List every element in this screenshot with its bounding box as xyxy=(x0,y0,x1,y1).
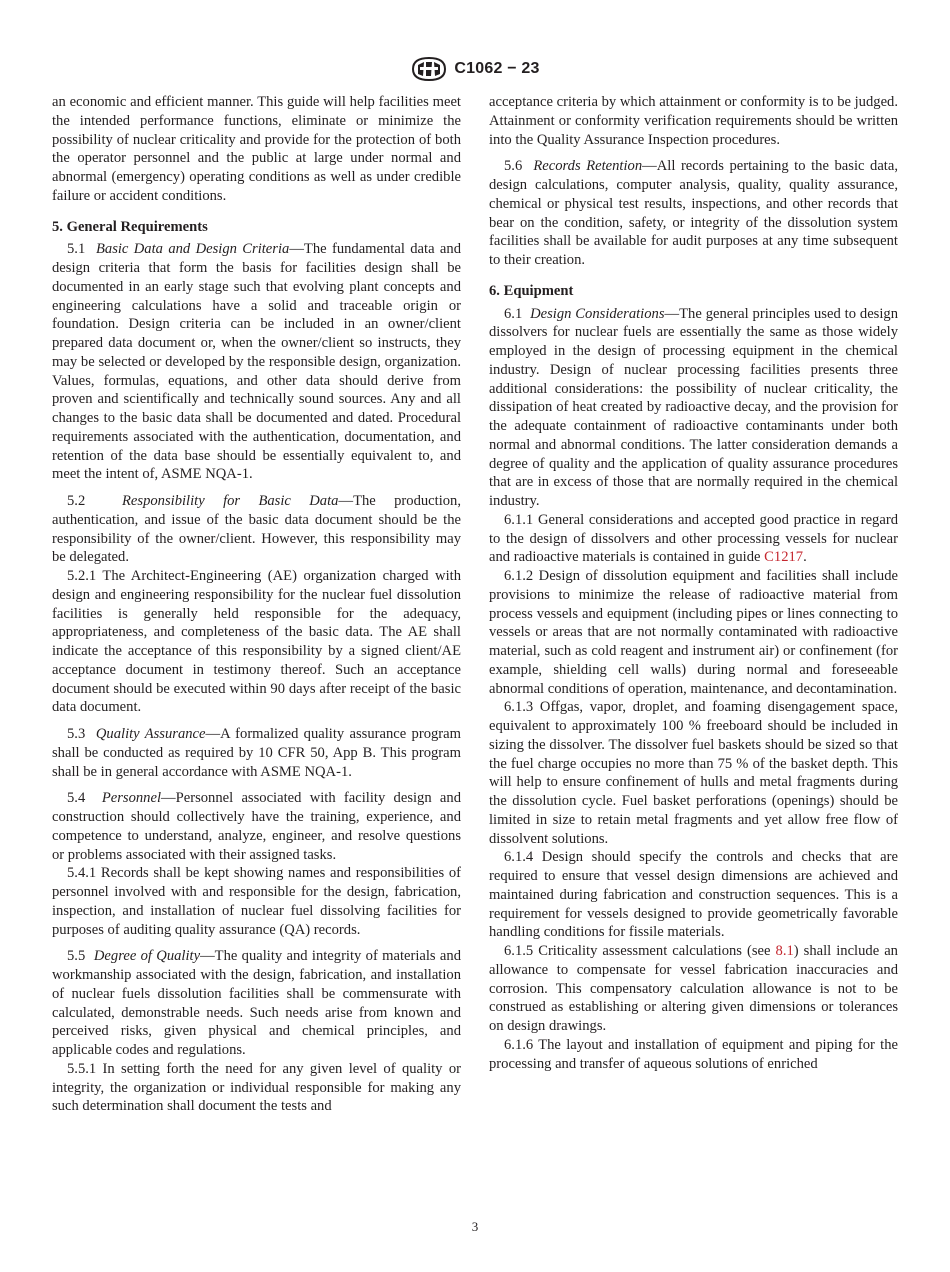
paragraph-5-2: 5.2 Responsibility for Basic Data—The production, authentication, and issue of the basic data document should be the responsibility of the owner/client. However, this responsibility may be delegated. xyxy=(52,493,462,566)
paragraph-5-4: 5.4 Personnel—Personnel associated with facility design and construction should collectively have the training, experience, and competence to understand, analyze, engineer, and resolve questions or problems associated with their assigned tasks. xyxy=(52,790,462,863)
paragraph-5-4-1: 5.4.1 Records shall be kept showing names and responsibilities of personnel involved with and responsible for the design, fabrication, inspection, and installation of nuclear fuel dissolving facilities for purposes of auditing quality assurance (QA) records. xyxy=(52,865,461,938)
paragraph-5-6: 5.6 Records Retention—All records pertaining to the basic data, design calculations, computer analysis, quality, quality assurance, chemical or physical test results, inspections, and other records that bear on the condition, safety, or integrity of the dissolution system facilities shall be available for audit purposes at any time subsequent to their creation. xyxy=(489,158,898,268)
paragraph-title: Degree of Quality xyxy=(93,948,201,965)
paragraph-6-1: 6.1 Design Considerations—The general principles used to design dissolvers for nuclear fuels are essentially the same as those widely employed in the design of processing equipment in the chemical industry. Design of nuclear processing facilities presents three additional considerations: the possibility of nuclear criticality, the dissipation of heat created by radioactive decay, and the provision for the adequate containment of radioactive contaminants under both normal and abnormal conditions. The latter consideration demands a degree of quality and the application of quality assurance procedures that are in excess of those that are normally required in the chemical industry. xyxy=(489,305,899,509)
paragraph-6-1-6: 6.1.6 The layout and installation of equipment and piping for the processing and transfer of aqueous solutions of enriched xyxy=(489,1036,898,1072)
paragraph-6-1-2: 6.1.2 Design of dissolution equipment and facilities shall include provisions to minimize the release of radioactive material from process vessels and equipment (including pipes or lines connecting to vessels or areas that are not normally contaminated with radioactive material, such as cold reagent and instrument air) or confinement (for example, shielding cell walls) during normal and foreseeable abnormal conditions of operation, maintenance, and decontamination. xyxy=(489,568,898,697)
astm-logo-icon xyxy=(410,56,448,82)
right-column xyxy=(489,93,898,1073)
paragraph-title: Personnel xyxy=(101,790,162,807)
paragraph-title: Design Considerations xyxy=(530,305,665,322)
left-column xyxy=(52,93,461,1116)
paragraph-5-2-1: 5.2.1 The Architect-Engineering (AE) organization charged with design and engineering responsibility for the nuclear fuel dissolution facilities is generally held responsible for the adequacy, appropriateness, and completeness of the basic data. The AE shall indicate the acceptance of this responsibility by a signed client/AE acceptance document in testimony thereof. Such an acceptance document should be executed within 90 days after receipt of the basic data document. xyxy=(52,568,461,716)
paragraph-6-1-1: 6.1.1 General considerations and accepted good practice in regard to the design of dissolvers and other processing vessels for nuclear and radioactive materials is contained in guide C1217. xyxy=(489,511,898,566)
paragraph-title: Basic Data and Design Criteria xyxy=(95,241,290,258)
section-heading-5: 5. General Requirements xyxy=(52,218,208,235)
paragraph-title: Records Retention xyxy=(533,158,643,175)
paragraph-5-1: 5.1 Basic Data and Design Criteria—The fundamental data and design criteria that form the basis for facilities design shall be documented in an early stage such that evolving plant concepts and engineering calculations have a solid and traceable origin or foundation. Design criteria can be included in an owner/client prepared data document or, when the owner/client so instructs, they may be selected or developed by the responsible design, organization. Values, formulas, equations, and other data should derive from proven and scientifically and technically sound sources. Any and all changes to the basic data shall be documented and dated. Procedural requirements associated with the authentication, documentation, and retention of the data base should be essentially equivalent to, and meet the intent of, ASME NQA-1. xyxy=(52,241,461,483)
paragraph-6-1-4: 6.1.4 Design should specify the controls and checks that are required to ensure that vessel design dimensions are achieved and maintained during fabrication and construction sequences. This is a requirement for vessels designed to provide geometrically favorable handling conditions for fissile materials. xyxy=(489,849,898,941)
paragraph-5-3: 5.3 Quality Assurance—A formalized quality assurance program shall be conducted as required by 10 CFR 50, App B. This program shall be in general accordance with ASME NQA-1. xyxy=(52,726,461,780)
intro-paragraph: an economic and efficient manner. This guide will help facilities meet the intended performance functions, eliminate or minimize the possibility of nuclear criticality and provide for the protection of both the operator personnel and the public at large under normal and abnormal (emergency) operating conditions as well as under credible failure or accident conditions. xyxy=(52,94,461,204)
standard-link-c1217[interactable]: C1217 xyxy=(764,549,804,566)
section-link-8-1[interactable]: 8.1 xyxy=(775,943,794,959)
paragraph-title: Responsibility for Basic Data xyxy=(122,493,339,509)
section-heading-6: 6. Equipment xyxy=(489,282,574,299)
paragraph-6-1-3: 6.1.3 Offgas, vapor, droplet, and foaming disengagement space, equivalent to approximately 100 % freeboard should be included in sizing the dissolver. The dissolver fuel baskets should be sized so that the fuel charge occupies no more than 75 % of the basket depth. This will help to ensure confinement of hulls and metal fragments during the dissolution cycle. Fuel basket perforations (openings) should be limited in size to retain metal fragments and yet allow free flow of dissolvent solutions. xyxy=(489,699,898,847)
paragraph-title: Quality Assurance xyxy=(95,726,206,742)
continued-paragraph: acceptance criteria by which attainment or conformity is to be judged. Attainment or conformity verification requirements should be written into the Quality Assurance Inspection procedures. xyxy=(489,94,898,148)
paragraph-6-1-5: 6.1.5 Criticality assessment calculations (see 8.1) shall include an allowance to compensate for vessel fabrication inaccuracies and corrosion. This compensatory calculation allowance is not to be construed as establishing or altering given dimensions or tolerances on design drawings. xyxy=(489,943,898,1034)
document-id: C1062 − 23 xyxy=(454,60,540,77)
paragraph-5-5: 5.5 Degree of Quality—The quality and integrity of materials and workmanship associated with the design, fabrication, and installation of nuclear fuels dissolution facilities shall be commensurate with calculated, demonstrable needs. Such needs arise from known and perceived risks, given physical and chemical principles, and applicable codes and regulations. xyxy=(52,948,462,1058)
page-header xyxy=(0,56,950,82)
paragraph-5-5-1: 5.5.1 In setting forth the need for any given level of quality or integrity, the organization or individual responsible for making any such determination shall document the tests and xyxy=(52,1060,461,1115)
page-number: 3 xyxy=(471,1219,479,1234)
